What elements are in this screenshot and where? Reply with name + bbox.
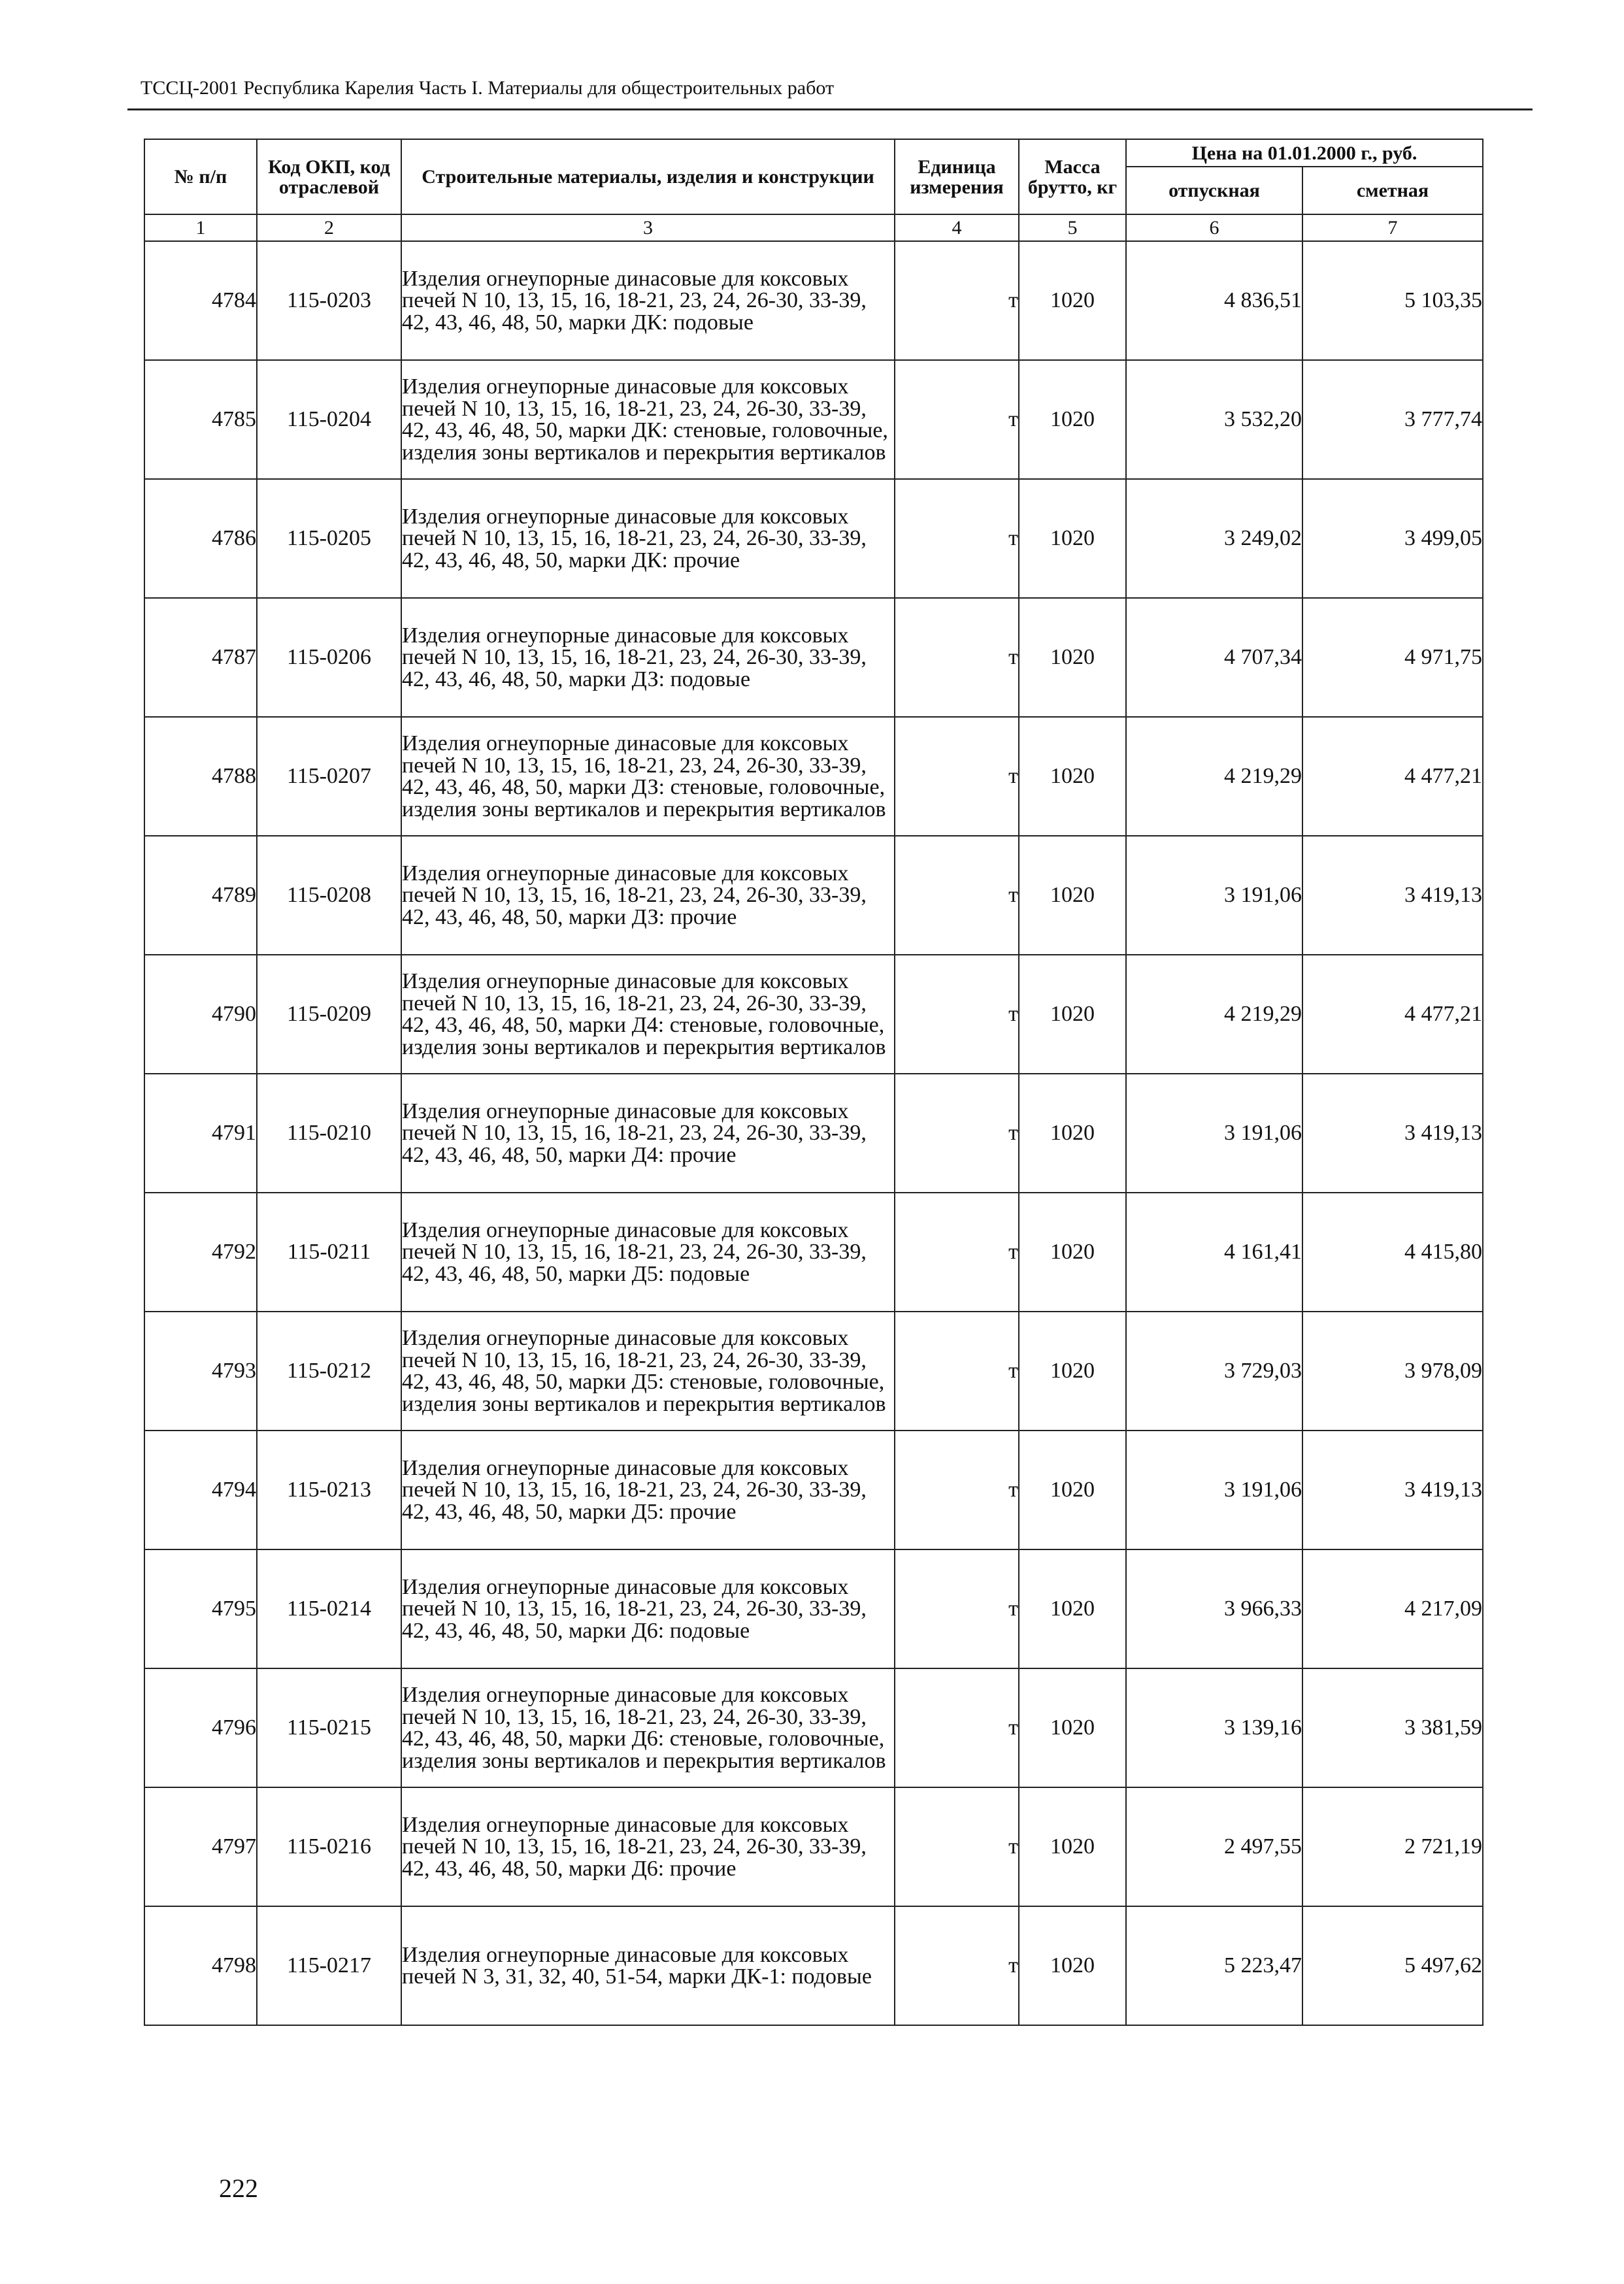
row-name: Изделия огнеупорные динасовые для коксовых печей N 10, 13, 15, 16, 18-21, 23, 24, 26-30, 33-39, 42, 43, 46, 48, 50, марки Д4: прочие (401, 1074, 895, 1193)
table-row (144, 717, 1483, 836)
row-unit: т (895, 1668, 1019, 1787)
row-name: Изделия огнеупорные динасовые для коксовых печей N 10, 13, 15, 16, 18-21, 23, 24, 26-30, 33-39, 42, 43, 46, 48, 50, марки Д6: прочие (401, 1787, 895, 1906)
row-price-release: 3 249,02 (1126, 479, 1302, 598)
row-price-release: 4 707,34 (1126, 598, 1302, 717)
row-mass: 1020 (1019, 598, 1126, 717)
row-price-release: 2 497,55 (1126, 1787, 1302, 1906)
column-number: 6 (1126, 214, 1302, 241)
row-code: 115-0209 (257, 955, 401, 1074)
row-price-estimate: 3 419,13 (1302, 1431, 1483, 1549)
col-unit-header: Единица измерения (895, 139, 1019, 214)
row-number: 4794 (144, 1431, 257, 1549)
column-number: 5 (1019, 214, 1126, 241)
row-price-release: 4 219,29 (1126, 717, 1302, 836)
col-mass-header: Масса брутто, кг (1019, 139, 1126, 214)
row-mass: 1020 (1019, 1074, 1126, 1193)
table-row (144, 479, 1483, 598)
row-price-estimate: 4 477,21 (1302, 955, 1483, 1074)
row-number: 4795 (144, 1549, 257, 1668)
row-price-estimate: 2 721,19 (1302, 1787, 1483, 1906)
row-name: Изделия огнеупорные динасовые для коксовых печей N 10, 13, 15, 16, 18-21, 23, 24, 26-30, 33-39, 42, 43, 46, 48, 50, марки ДЗ: прочие (401, 836, 895, 955)
col-num-header: № п/п (144, 139, 257, 214)
row-mass: 1020 (1019, 717, 1126, 836)
row-price-estimate: 4 415,80 (1302, 1193, 1483, 1312)
row-name: Изделия огнеупорные динасовые для коксовых печей N 10, 13, 15, 16, 18-21, 23, 24, 26-30, 33-39, 42, 43, 46, 48, 50, марки ДК: прочие (401, 479, 895, 598)
row-unit: т (895, 1549, 1019, 1668)
row-price-release: 3 139,16 (1126, 1668, 1302, 1787)
row-code: 115-0205 (257, 479, 401, 598)
column-number: 2 (257, 214, 401, 241)
row-price-release: 4 219,29 (1126, 955, 1302, 1074)
row-mass: 1020 (1019, 1312, 1126, 1431)
table-row (144, 1549, 1483, 1668)
row-unit: т (895, 836, 1019, 955)
row-price-estimate: 5 497,62 (1302, 1906, 1483, 2025)
page-header: ТССЦ-2001 Республика Карелия Часть I. Материалы для общестроительных работ (141, 77, 835, 99)
table-row (144, 360, 1483, 479)
row-number: 4792 (144, 1193, 257, 1312)
row-price-release: 3 966,33 (1126, 1549, 1302, 1668)
row-mass: 1020 (1019, 1549, 1126, 1668)
table-row (144, 836, 1483, 955)
row-number: 4790 (144, 955, 257, 1074)
row-mass: 1020 (1019, 1668, 1126, 1787)
col-price-estimate-header: сметная (1302, 167, 1483, 214)
row-unit: т (895, 241, 1019, 360)
row-mass: 1020 (1019, 1787, 1126, 1906)
row-price-release: 3 191,06 (1126, 836, 1302, 955)
row-number: 4784 (144, 241, 257, 360)
table-row (144, 1431, 1483, 1549)
row-number: 4787 (144, 598, 257, 717)
row-number: 4788 (144, 717, 257, 836)
row-price-release: 4 836,51 (1126, 241, 1302, 360)
col-price-release-header: отпускная (1126, 167, 1302, 214)
table-row (144, 598, 1483, 717)
row-price-estimate: 3 978,09 (1302, 1312, 1483, 1431)
table-row (144, 1787, 1483, 1906)
row-name: Изделия огнеупорные динасовые для коксовых печей N 10, 13, 15, 16, 18-21, 23, 24, 26-30, 33-39, 42, 43, 46, 48, 50, марки Д5: подовые (401, 1193, 895, 1312)
column-number: 7 (1302, 214, 1483, 241)
table-row (144, 1312, 1483, 1431)
column-number: 4 (895, 214, 1019, 241)
row-price-estimate: 3 419,13 (1302, 836, 1483, 955)
row-price-release: 3 191,06 (1126, 1074, 1302, 1193)
row-price-release: 4 161,41 (1126, 1193, 1302, 1312)
row-price-release: 5 223,47 (1126, 1906, 1302, 2025)
row-number: 4798 (144, 1906, 257, 2025)
col-code-header: Код ОКП, код отраслевой (257, 139, 401, 214)
table-row (144, 955, 1483, 1074)
row-unit: т (895, 479, 1019, 598)
table-row (144, 1668, 1483, 1787)
row-unit: т (895, 598, 1019, 717)
row-code: 115-0215 (257, 1668, 401, 1787)
table-row (144, 1074, 1483, 1193)
table-row (144, 241, 1483, 360)
table-row (144, 1906, 1483, 2025)
row-name: Изделия огнеупорные динасовые для коксовых печей N 10, 13, 15, 16, 18-21, 23, 24, 26-30, 33-39, 42, 43, 46, 48, 50, марки ДК: стеновые, головочные, изделия зоны вертикалов и перекрытия вертикалов (401, 360, 895, 479)
row-price-estimate: 4 971,75 (1302, 598, 1483, 717)
page-number: 222 (219, 2174, 258, 2203)
row-unit: т (895, 1787, 1019, 1906)
row-code: 115-0216 (257, 1787, 401, 1906)
header-rule (127, 108, 1533, 110)
row-unit: т (895, 360, 1019, 479)
header-row (144, 139, 1483, 167)
price-table (144, 139, 1483, 2026)
row-number: 4785 (144, 360, 257, 479)
row-price-estimate: 5 103,35 (1302, 241, 1483, 360)
row-code: 115-0204 (257, 360, 401, 479)
column-numbers-row (144, 214, 1483, 241)
row-name: Изделия огнеупорные динасовые для коксовых печей N 3, 31, 32, 40, 51-54, марки ДК-1: подовые (401, 1906, 895, 2025)
row-code: 115-0211 (257, 1193, 401, 1312)
row-number: 4797 (144, 1787, 257, 1906)
row-name: Изделия огнеупорные динасовые для коксовых печей N 10, 13, 15, 16, 18-21, 23, 24, 26-30, 33-39, 42, 43, 46, 48, 50, марки ДЗ: стеновые, головочные, изделия зоны вертикалов и перекрытия вертикалов (401, 717, 895, 836)
row-mass: 1020 (1019, 1906, 1126, 2025)
row-code: 115-0208 (257, 836, 401, 955)
row-unit: т (895, 1431, 1019, 1549)
row-code: 115-0212 (257, 1312, 401, 1431)
row-unit: т (895, 1906, 1019, 2025)
row-price-release: 3 532,20 (1126, 360, 1302, 479)
row-name: Изделия огнеупорные динасовые для коксовых печей N 10, 13, 15, 16, 18-21, 23, 24, 26-30, 33-39, 42, 43, 46, 48, 50, марки Д5: стеновые, головочные, изделия зоны вертикалов и перекрытия вертикалов (401, 1312, 895, 1431)
row-number: 4789 (144, 836, 257, 955)
row-code: 115-0214 (257, 1549, 401, 1668)
row-price-estimate: 3 419,13 (1302, 1074, 1483, 1193)
row-name: Изделия огнеупорные динасовые для коксовых печей N 10, 13, 15, 16, 18-21, 23, 24, 26-30, 33-39, 42, 43, 46, 48, 50, марки ДК: подовые (401, 241, 895, 360)
row-mass: 1020 (1019, 479, 1126, 598)
column-number: 3 (401, 214, 895, 241)
row-unit: т (895, 1312, 1019, 1431)
row-code: 115-0207 (257, 717, 401, 836)
row-mass: 1020 (1019, 360, 1126, 479)
row-price-estimate: 3 499,05 (1302, 479, 1483, 598)
row-number: 4786 (144, 479, 257, 598)
row-code: 115-0213 (257, 1431, 401, 1549)
row-mass: 1020 (1019, 1431, 1126, 1549)
row-name: Изделия огнеупорные динасовые для коксовых печей N 10, 13, 15, 16, 18-21, 23, 24, 26-30, 33-39, 42, 43, 46, 48, 50, марки Д4: стеновые, головочные, изделия зоны вертикалов и перекрытия вертикалов (401, 955, 895, 1074)
row-price-estimate: 3 381,59 (1302, 1668, 1483, 1787)
row-name: Изделия огнеупорные динасовые для коксовых печей N 10, 13, 15, 16, 18-21, 23, 24, 26-30, 33-39, 42, 43, 46, 48, 50, марки Д6: стеновые, головочные, изделия зоны вертикалов и перекрытия вертикалов (401, 1668, 895, 1787)
row-code: 115-0206 (257, 598, 401, 717)
row-number: 4793 (144, 1312, 257, 1431)
row-code: 115-0203 (257, 241, 401, 360)
row-price-estimate: 4 217,09 (1302, 1549, 1483, 1668)
row-unit: т (895, 955, 1019, 1074)
row-number: 4791 (144, 1074, 257, 1193)
table-row (144, 1193, 1483, 1312)
row-price-release: 3 729,03 (1126, 1312, 1302, 1431)
row-mass: 1020 (1019, 1193, 1126, 1312)
row-unit: т (895, 1193, 1019, 1312)
row-number: 4796 (144, 1668, 257, 1787)
row-name: Изделия огнеупорные динасовые для коксовых печей N 10, 13, 15, 16, 18-21, 23, 24, 26-30, 33-39, 42, 43, 46, 48, 50, марки Д6: подовые (401, 1549, 895, 1668)
row-name: Изделия огнеупорные динасовые для коксовых печей N 10, 13, 15, 16, 18-21, 23, 24, 26-30, 33-39, 42, 43, 46, 48, 50, марки Д5: прочие (401, 1431, 895, 1549)
row-mass: 1020 (1019, 836, 1126, 955)
row-code: 115-0210 (257, 1074, 401, 1193)
row-unit: т (895, 1074, 1019, 1193)
row-name: Изделия огнеупорные динасовые для коксовых печей N 10, 13, 15, 16, 18-21, 23, 24, 26-30, 33-39, 42, 43, 46, 48, 50, марки ДЗ: подовые (401, 598, 895, 717)
row-mass: 1020 (1019, 241, 1126, 360)
column-number: 1 (144, 214, 257, 241)
row-price-estimate: 4 477,21 (1302, 717, 1483, 836)
row-price-release: 3 191,06 (1126, 1431, 1302, 1549)
col-price-group-header: Цена на 01.01.2000 г., руб. (1126, 139, 1483, 167)
row-mass: 1020 (1019, 955, 1126, 1074)
row-code: 115-0217 (257, 1906, 401, 2025)
row-price-estimate: 3 777,74 (1302, 360, 1483, 479)
row-unit: т (895, 717, 1019, 836)
col-name-header: Строительные материалы, изделия и конструкции (401, 139, 895, 214)
